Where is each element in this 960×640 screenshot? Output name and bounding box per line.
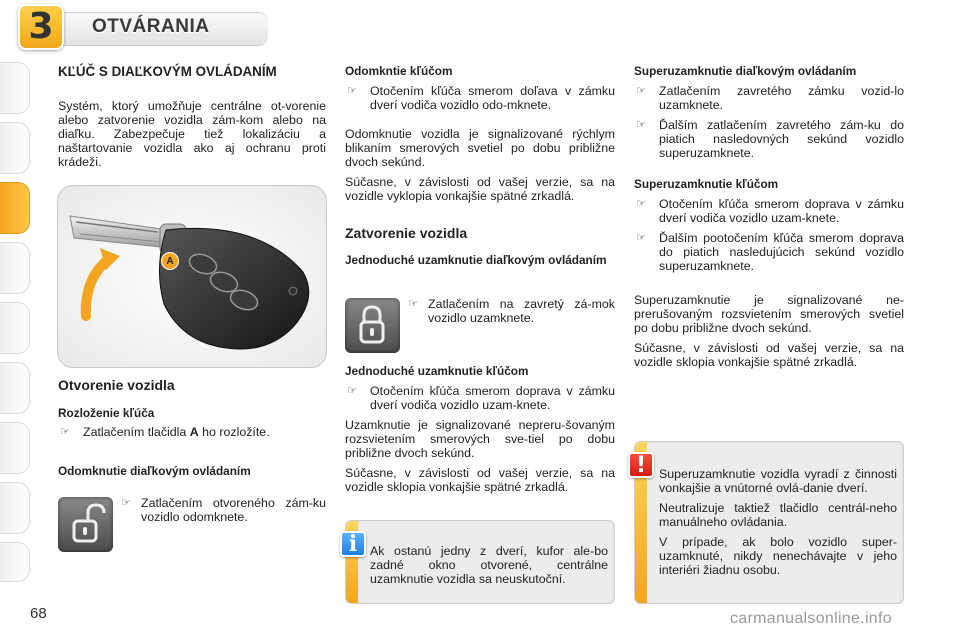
column-2 [345, 64, 615, 267]
button-a-label [161, 252, 179, 270]
subheading-key-lock: Jednoduché uzamknutie kľúčom [345, 364, 529, 378]
warning-notice-p2: Neutralizuje taktiež tlačidlo centrál-neho manuálneho ovládania. [659, 501, 897, 529]
subheading-remote-superlock: Superuzamknutie diaľkovým ovládaním [634, 64, 857, 78]
chapter-title: OTVÁRANIA [92, 16, 210, 37]
info-notice-text: Ak ostanú jedny z dverí, kufor ale-bo zadné okno otvorené, centrálne uzamknutie vozidla sa neuskutoční. [370, 544, 608, 586]
bullet-key-lock: ☞ Otočením kľúča smerom doprava v zámku dverí vodiča vozidlo uzam-knete. [347, 384, 615, 412]
section-title-locking: Zatvorenie vozidla [345, 225, 468, 241]
column-1-lower [58, 377, 326, 478]
subheading-key-unfold: Rozloženie kľúča [58, 406, 155, 420]
hand-bullet-icon: ☞ [408, 297, 418, 310]
chapter-tab-6[interactable] [0, 362, 30, 414]
hand-bullet-icon: ☞ [636, 118, 646, 131]
warning-notice-p1: Superuzamknutie vozidla vyradí z činnosti vonkajšie a vnútorné ovlá-danie dverí. [659, 467, 897, 495]
superlock-signal-paragraph: Superuzamknutie je signalizované ne-prerušovaným rozsvietením smerových svetiel po dobu približne dvoch sekúnd. [634, 293, 904, 335]
chapter-tab-4[interactable] [0, 242, 30, 294]
hand-bullet-icon: ☞ [347, 84, 357, 97]
open-lock-icon [58, 497, 113, 552]
warning-notice-box [634, 441, 904, 604]
chapter-tab-active[interactable] [0, 182, 30, 234]
unlock-signal-paragraph: Odomknutie vozidla je signalizované rýchlym blikaním smerových svetiel po dobu približne dvoch sekúnd. [345, 127, 615, 169]
bullet-superlock-remote-1: ☞ Zatlačením zavretého zámku vozid-lo uzamknete. [636, 84, 904, 112]
superlock-mirrors-paragraph: Súčasne, v závislosti od vašej verzie, sa na vozidle sklopia vonkajšie spätné zrkadlá. [634, 341, 904, 369]
hand-bullet-icon: ☞ [636, 197, 646, 210]
unlock-button-image [58, 497, 113, 552]
lock-button-image [345, 298, 400, 353]
bullet-key-unlock: ☞ Otočením kľúča smerom doľava v zámku dverí vodiča vozidlo odo-mknete. [347, 84, 615, 112]
remote-key-image [58, 186, 328, 369]
watermark: carmanualsonline.info [730, 610, 892, 627]
chapter-tab-5[interactable] [0, 302, 30, 354]
bullet-superlock-key-1: ☞ Otočením kľúča smerom doprava v zámku dverí vodiča vozidlo uzam-knete. [636, 197, 904, 225]
lock-signal-paragraph: Uzamknutie je signalizované nepreru-šovaným rozsvietením smerových sve-tiel po dobu približne dvoch sekúnd. [345, 418, 615, 460]
info-icon: i [340, 531, 366, 557]
chapter-tab-2[interactable] [0, 122, 30, 174]
bullet-remote-unlock-wrap [119, 496, 326, 524]
page-header [0, 0, 960, 56]
warning-notice-p3: V prípade, ak bolo vozidlo super-uzamknuté, nikdy nenechávajte v jeho interiéri žiadnu osobu. [659, 535, 897, 577]
hand-bullet-icon: ☞ [60, 425, 70, 438]
column-1 [58, 64, 326, 169]
warning-notice-content [659, 467, 897, 577]
chapter-tab-7[interactable] [0, 422, 30, 474]
hand-bullet-icon: ☞ [636, 231, 646, 244]
mirrors-fold-paragraph: Súčasne, v závislosti od vašej verzie, sa na vozidle sklopia vonkajšie spätné zrkadlá. [345, 466, 615, 494]
subheading-remote-lock: Jednoduché uzamknutie diaľkovým ovládaním [345, 253, 607, 267]
chapter-tab-1[interactable] [0, 62, 30, 114]
page-heading: KĽÚČ S DIAĽKOVÝM OVLÁDANÍM [58, 64, 277, 79]
warning-icon: ! [628, 452, 654, 478]
closed-lock-icon [345, 298, 400, 353]
chapter-number: 3 [28, 6, 54, 47]
bullet-superlock-key-2: ☞ Ďalším pootočením kľúča smerom doprava do piatich nasledujúcich sekúnd vozidlo superuzamknete. [636, 231, 904, 273]
bullet-remote-lock: ☞ Zatlačením na zavretý zá-mok vozidlo uzamknete. [408, 297, 615, 325]
column-2-lower [345, 364, 615, 494]
section-title-opening: Otvorenie vozidla [58, 377, 175, 393]
key-illustration [57, 185, 327, 368]
bullet-superlock-remote-2: ☞ Ďalším zatlačením zavretého zám-ku do piatich nasledovných sekúnd vozidlo superuzamknete. [636, 118, 904, 160]
hand-bullet-icon: ☞ [121, 496, 131, 509]
mirrors-unfold-paragraph: Súčasne, v závislosti od vašej verzie, sa na vozidle vyklopia vonkajšie spätné zrkadlá. [345, 175, 615, 203]
chapter-tab-8[interactable] [0, 482, 30, 534]
button-a-text: A [166, 255, 174, 267]
bullet-remote-unlock: ☞ Zatlačením otvoreného zám-ku vozidlo odomknete. [121, 496, 326, 524]
hand-bullet-icon: ☞ [636, 84, 646, 97]
column-3 [634, 64, 904, 369]
info-notice-box [345, 520, 615, 604]
intro-paragraph: Systém, ktorý umožňuje centrálne ot-vorenie alebo zatvorenie vozidla zám-kom alebo na diaľku. Zabezpečuje tiež lokalizáciu a naštartovanie vozidla ako aj ochranu proti krádeži. [58, 99, 326, 169]
bullet-remote-lock-wrap [406, 297, 615, 325]
bullet-key-unfold: ☞ Zatlačením tlačidla A ho rozložíte. [60, 425, 270, 439]
chapter-badge [18, 4, 64, 50]
chapter-tab-9[interactable] [0, 542, 30, 582]
subheading-key-superlock: Superuzamknutie kľúčom [634, 177, 779, 191]
subheading-key-unlock: Odomkntie kľúčom [345, 64, 453, 78]
hand-bullet-icon: ☞ [347, 384, 357, 397]
page-number: 68 [30, 605, 47, 622]
subheading-remote-unlock: Odomknutie diaľkovým ovládaním [58, 464, 251, 478]
